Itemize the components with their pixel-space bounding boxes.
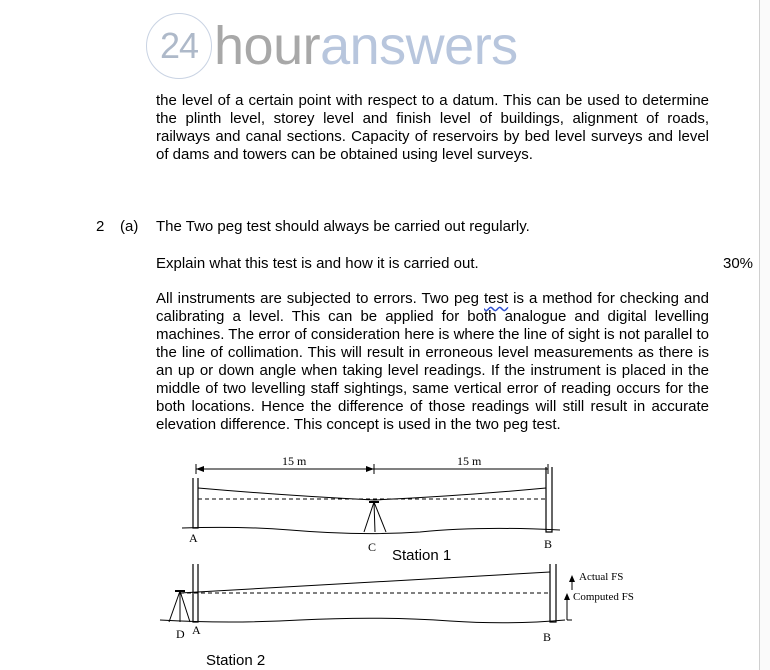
staff-a [193,478,198,528]
computed-fs-bracket [567,598,572,620]
level-instrument-c [364,502,386,532]
answer-text-start: All instruments are subjected to errors. Two peg [156,290,485,307]
station2-caption: Station 2 [206,652,266,669]
question-statement: The Two peg test should always be carried out regularly. [156,218,530,235]
dimension-arrow-mid [366,466,374,472]
site-logo [146,12,518,80]
station1-label-c: C [368,540,377,554]
question-instruction: Explain what this test is and how it is carried out. [156,255,479,272]
intro-paragraph: the level of a certain point with respect to a datum. This can be used to determine the plinth level, storey level and finish level of buildings, alignment of roads, railways and canal sections. Capacity of reservoirs by bed level surveys and level of dams and towers can be obtained using level surveys. [156,92,709,163]
sight-line-left [198,488,374,500]
logo-number-badge [146,13,212,79]
dimension-arrow-left [196,466,204,472]
logo-wordmark [214,16,518,76]
station2-label-a: A [192,623,201,637]
station1-distance-left: 15 m [282,454,307,468]
answer-text-end: is a method for checking and calibrating a level. This can be applied for both analogue and digital levelling machines. The error of consideration here is where the line of sight is not parallel to the line of collimation. This will result in erroneous level measurements as there is an up or down angle when taking level readings. If the instrument is placed in the middle of two levelling staff sightings, same vertical error of reading occurs for the both locations. Hence the difference of those readings will still result in accurate elevation difference. This concept is used in the two peg test. [156,290,709,433]
station2-label-b: B [543,630,552,644]
level-instrument-d [169,591,190,622]
ground-line-2 [160,618,565,623]
station1-caption: Station 1 [392,547,452,564]
question-number: 2 [96,218,105,235]
station1-label-a: A [189,531,198,545]
station1-label-b: B [544,537,553,551]
inclined-sight-line [180,572,550,593]
label-computed-fs: Computed FS [573,591,634,603]
station2-diagram [160,564,575,623]
station2-label-d: D [176,627,185,641]
logo-word-part2: answers [320,16,518,76]
staff-a2 [193,564,198,622]
sight-line-right [374,488,546,500]
spelling-flagged-word: test [484,290,509,307]
question-part: (a) [120,218,139,235]
answer-paragraph [156,290,709,434]
station1-distance-right: 15 m [457,454,482,468]
logo-word-part1: hour [214,16,321,76]
station1-diagram [182,464,560,534]
question-marks: 30% [723,255,754,272]
label-actual-fs: Actual FS [579,571,624,583]
logo-number: 24 [159,25,199,66]
staff-b2 [550,564,556,622]
page-edge [759,0,770,670]
staff-b [546,467,552,532]
ground-line-1 [182,527,560,533]
